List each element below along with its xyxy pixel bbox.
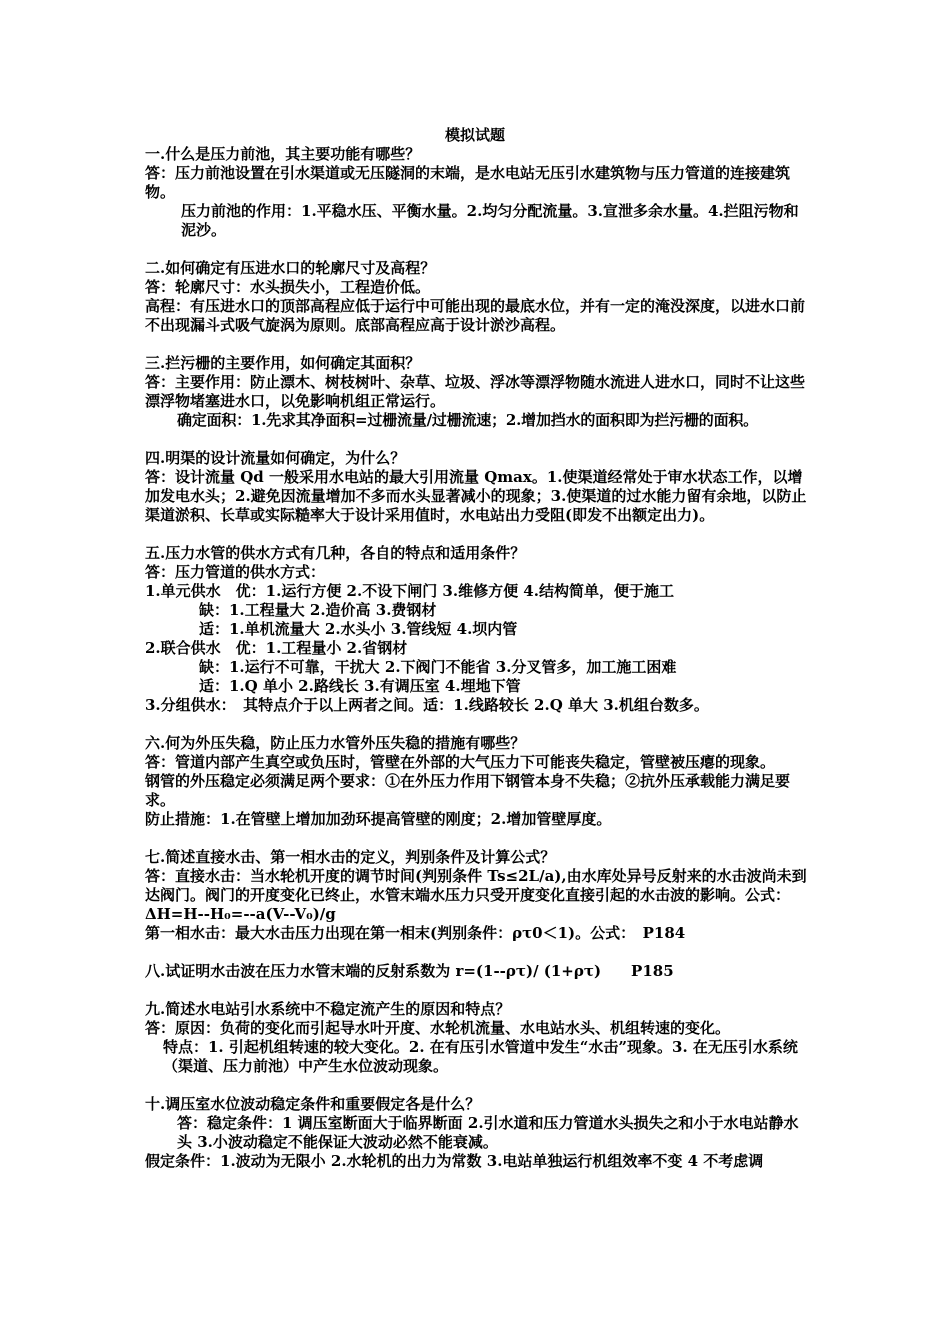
answer-7-line-1: 答：直接水击：当水轮机开度的调节时间(判别条件 Ts≤2L/a),由水库处异号反射来的水击波尚未到达阀门。阀门的开度变化已终止，水管末端水压力只受开度变化直接引起的水击波的影响。公式：ΔH=H--H₀=--a(V--V₀)/g: [145, 867, 807, 923]
answer-3-line-2: 确定面积：1.先求其净面积=过栅流量/过栅流速；2.增加挡水的面积即为拦污栅的面积。: [177, 411, 758, 429]
answer-5-line-7: 适：1.Q 单小 2.路线长 3.有调压室 4.埋地下管: [199, 677, 521, 695]
answer-5-line-4: 适：1.单机流量大 2.水头小 3.管线短 4.坝内管: [199, 620, 518, 638]
answer-3-line-1: 答：主要作用：防止漂木、树枝树叶、杂草、垃圾、浮冰等漂浮物随水流进人进水口，同时不让这些漂浮物堵塞进水口，以免影响机组正常运行。: [145, 373, 806, 410]
answer-5-line-5: 2.联合供水 优：1.工程量小 2.省钢材: [145, 639, 408, 657]
question-10: 十.调压室水位波动稳定条件和重要假定各是什么？: [145, 1095, 481, 1113]
question-3: 三.拦污栅的主要作用，如何确定其面积？: [145, 354, 421, 372]
answer-5-line-3: 缺：1.工程量大 2.造价高 3.费钢材: [199, 601, 437, 619]
document-body: [145, 145, 810, 1171]
question-7: 七.简述直接水击、第一相水击的定义，判别条件及计算公式？: [145, 848, 556, 866]
answer-1-line-1: 答：压力前池设置在引水渠道或无压隧洞的末端，是水电站无压引水建筑物与压力管道的连接建筑物。: [145, 164, 791, 201]
question-6: 六.何为外压失稳，防止压力水管外压失稳的措施有哪些？: [145, 734, 526, 752]
question-1: 一.什么是压力前池，其主要功能有哪些？: [145, 145, 421, 163]
answer-7-line-2: 第一相水击：最大水击压力出现在第一相末(判别条件：ρτ0＜1)。公式： P184: [145, 924, 686, 942]
answer-5-line-8: 3.分组供水： 其特点介于以上两者之间。适：1.线路较长 2.Q 单大 3.机组台数多。: [145, 696, 709, 714]
question-5: 五.压力水管的供水方式有几种，各自的特点和适用条件？: [145, 544, 526, 562]
question-2: 二.如何确定有压进水口的轮廓尺寸及高程？: [145, 259, 436, 277]
question-4: 四.明渠的设计流量如何确定，为什么？: [145, 449, 406, 467]
answer-5-line-2: 1.单元供水 优：1.运行方便 2.不设下闸门 3.维修方便 4.结构简单，便于施工: [145, 582, 674, 600]
answer-9-line-2: 特点：1. 引起机组转速的较大变化。2. 在有压引水管道中发生“水击”现象。3. 在无压引水系统（渠道、压力前池）中产生水位波动现象。: [163, 1038, 798, 1075]
document-title: 模拟试题: [444, 126, 505, 144]
answer-9-line-1: 答：原因：负荷的变化而引起导水叶开度、水轮机流量、水电站水头、机组转速的变化。: [145, 1019, 731, 1037]
question-8: 八.试证明水击波在压力水管末端的反射系数为 r=(1--ρτ)/ (1+ρτ) P185: [145, 962, 674, 980]
answer-6-line-1: 答：管道内部产生真空或负压时，管壁在外部的大气压力下可能丧失稳定，管壁被压瘪的现象。: [145, 753, 776, 771]
answer-10-line-1: 答：稳定条件：1 调压室断面大于临界断面 2.引水道和压力管道水头损失之和小于水电站静水头 3.小波动稳定不能保证大波动必然不能衰减。: [177, 1114, 799, 1151]
answer-2-line-1: 答：轮廓尺寸：水头损失小，工程造价低。: [145, 278, 431, 296]
answer-6-line-3: 防止措施：1.在管壁上增加加劲环提高管壁的刚度；2.增加管壁厚度。: [145, 810, 612, 828]
answer-5-line-6: 缺：1.运行不可靠，干扰大 2.下阀门不能省 3.分叉管多，加工施工困难: [199, 658, 677, 676]
question-9: 九.简述水电站引水系统中不稳定流产生的原因和特点？: [145, 1000, 511, 1018]
answer-4-line-1: 答：设计流量 Qd 一般采用水电站的最大引用流量 Qmax。1.使渠道经常处于审水状态工作，以增加发电水头；2.避免因流量增加不多而水头显著减小的现象；3.使渠道的过水能力留有余地，以防止渠道淤积、长草或实际糙率大于设计采用值时，水电站出力受阻(即发不出额定出力)。: [145, 468, 807, 524]
answer-2-line-2: 高程：有压进水口的顶部高程应低于运行中可能出现的最底水位，并有一定的淹没深度，以进水口前不出现漏斗式吸气旋涡为原则。底部高程应高于设计淤沙高程。: [145, 297, 806, 334]
answer-1-line-2: 压力前池的作用：1.平稳水压、平衡水量。2.均匀分配流量。3.宣泄多余水量。4.拦阻污物和泥沙。: [181, 202, 799, 239]
answer-6-line-2: 钢管的外压稳定必须满足两个要求：①在外压力作用下钢管本身不失稳；②抗外压承载能力满足要求。: [145, 772, 791, 809]
answer-5-line-1: 答：压力管道的供水方式：: [145, 563, 326, 581]
answer-10-line-2: 假定条件：1.波动为无限小 2.水轮机的出力为常数 3.电站单独运行机组效率不变 4 不考虑调: [145, 1152, 764, 1170]
